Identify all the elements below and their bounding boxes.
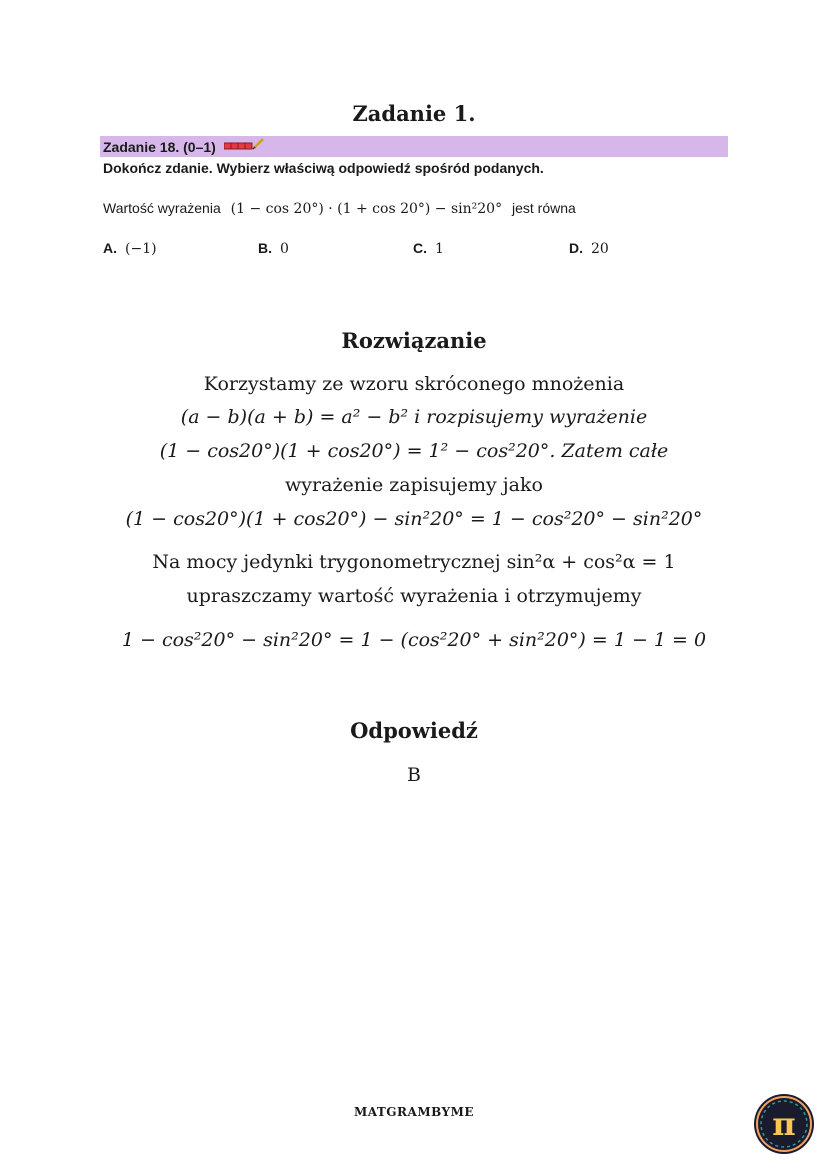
solution-line-8: 1 − cos²20° − sin²20° = 1 − (cos²20° + sin²20°) = 1 − 1 = 0 bbox=[121, 629, 707, 651]
answer-letter: A. bbox=[103, 240, 117, 256]
task-label: Zadanie 18. (0–1) bbox=[103, 138, 216, 155]
solution-line-6: Na mocy jedynki trygonometrycznej sin²α + cos²α = 1 bbox=[152, 551, 676, 573]
answer-value: 1 bbox=[435, 241, 444, 257]
solution-line-3: (1 − cos20°)(1 + cos20°) = 1² − cos²20°. Zatem całe bbox=[159, 440, 669, 462]
task-question bbox=[103, 200, 576, 217]
pi-logo-icon bbox=[753, 1093, 815, 1155]
answer-option-c bbox=[413, 240, 444, 257]
answer-option-a bbox=[103, 240, 157, 257]
solution-line-4: wyrażenie zapisujemy jako bbox=[285, 474, 543, 496]
solution-line-1: Korzystamy ze wzoru skróconego mnożenia bbox=[203, 373, 625, 395]
solution-line-2: (a − b)(a + b) = a² − b² i rozpisujemy wyrażenie bbox=[180, 406, 648, 428]
answer-heading: Odpowiedź bbox=[350, 718, 478, 743]
answer-letter: C. bbox=[413, 240, 427, 256]
answer-value: 0 bbox=[280, 241, 289, 257]
solution-heading: Rozwiązanie bbox=[341, 328, 487, 353]
task-header-bar bbox=[100, 136, 728, 157]
solution-line-7: upraszczamy wartość wyrażenia i otrzymujemy bbox=[186, 585, 642, 607]
answer-option-b bbox=[258, 240, 289, 257]
final-answer: B bbox=[407, 764, 421, 786]
answer-value: 20 bbox=[591, 241, 609, 257]
answer-value: (−1) bbox=[125, 241, 157, 257]
pencil-icon bbox=[224, 137, 266, 156]
page-title: Zadanie 1. bbox=[352, 101, 476, 126]
solution-line-5: (1 − cos20°)(1 + cos20°) − sin²20° = 1 − cos²20° − sin²20° bbox=[125, 508, 703, 530]
question-prefix: Wartość wyrażenia bbox=[103, 200, 221, 216]
question-expression: (1 − cos 20°) · (1 + cos 20°) − sin²20° bbox=[230, 201, 503, 217]
logo-symbol: π bbox=[772, 1105, 796, 1143]
question-suffix: jest równa bbox=[511, 200, 576, 216]
answer-letter: D. bbox=[569, 240, 583, 256]
task-instruction: Dokończ zdanie. Wybierz właściwą odpowiedź spośród podanych. bbox=[103, 160, 544, 176]
answer-option-d bbox=[569, 240, 609, 257]
footer-brand: MATGRAMBYME bbox=[353, 1105, 475, 1119]
answer-letter: B. bbox=[258, 240, 272, 256]
